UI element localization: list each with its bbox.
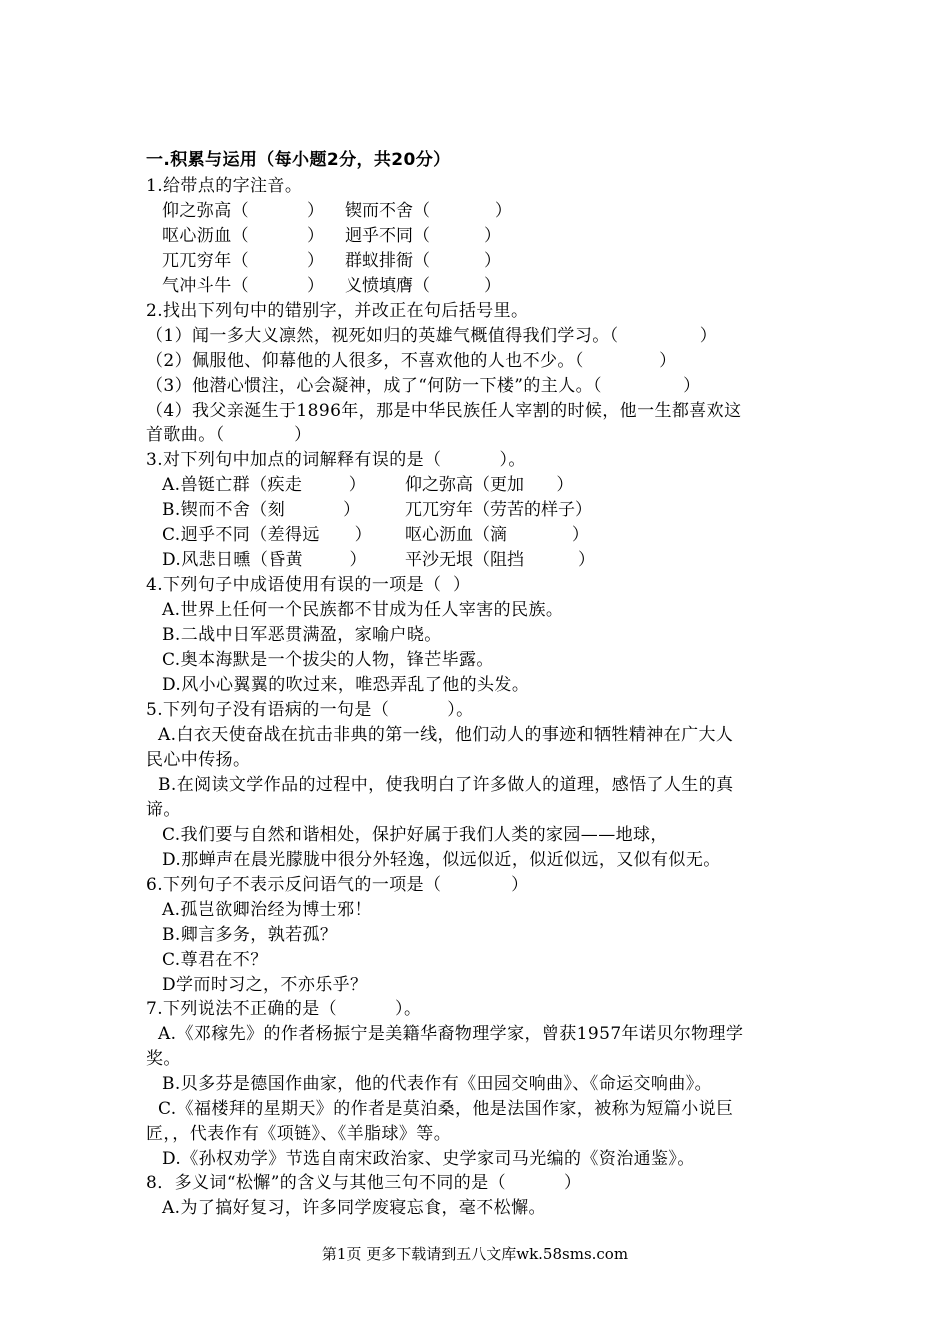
- q1-row-4-right: 义愤填膺（ ）: [345, 276, 502, 296]
- q7-line-5: 匠，，代表作有《项链》、《羊脂球》等。: [146, 1124, 452, 1144]
- q7-line-4: C.《福楼拜的星期天》的作者是莫泊桑，他是法国作家，被称为短篇小说巨: [158, 1099, 734, 1119]
- q7-line-2: 奖。: [146, 1049, 181, 1069]
- q2-item-3: （3）他潜心惯注，心会凝神，成了“何防一下楼”的主人。（ ）: [146, 376, 701, 396]
- q6-option-a: A.孤岂欲卿治经为博士邪！: [162, 900, 372, 920]
- q1-row-1-right: 锲而不舍（ ）: [345, 201, 512, 221]
- section-title: 一.积累与运用（每小题2分，共20分）: [146, 150, 451, 170]
- q7-line-3: B.贝多芬是德国作曲家，他的代表作有《田园交响曲》、《命运交响曲》。: [162, 1074, 712, 1094]
- q7-line-6: D.《孙权劝学》节选自南宋政治家、史学家司马光编的《资治通鉴》。: [162, 1149, 695, 1169]
- q1-row-2-left: 呕心沥血（ ）: [162, 226, 325, 246]
- question-1-stem: 1.给带点的字注音。: [146, 176, 303, 196]
- q4-option-b: B.二战中日军恶贯满盈，家喻户晓。: [162, 625, 442, 645]
- q5-line-1: A.白衣天使奋战在抗击非典的第一线，他们动人的事迹和牺牲精神在广大人: [158, 725, 734, 745]
- q3-row-a-right: 仰之弥高（更加 ）: [405, 475, 574, 495]
- question-2-stem: 2.找出下列句中的错别字，并改正在句后括号里。: [146, 301, 529, 321]
- q2-item-2: （2）佩服他、仰幕他的人很多，不喜欢他的人也不少。（ ）: [146, 351, 677, 371]
- q2-item-4-cont: 首歌曲。（ ）: [146, 425, 312, 445]
- q3-row-c-left: C.迥乎不同（差得远 ）: [162, 525, 373, 545]
- q3-row-b-left: B.锲而不舍（刻 ）: [162, 500, 361, 520]
- q4-option-a: A.世界上任何一个民族都不甘成为任人宰害的民族。: [162, 600, 564, 620]
- q2-item-1: （1）闻一多大义凛然，视死如归的英雄气概值得我们学习。（ ）: [146, 326, 718, 346]
- question-3-stem: 3.对下列句中加点的词解释有误的是（ ）。: [146, 450, 526, 470]
- q5-line-3: B.在阅读文学作品的过程中，使我明白了许多做人的道理，感悟了人生的真: [158, 775, 734, 795]
- q8-option-a: A.为了搞好复习，许多同学废寝忘食，毫不松懈。: [162, 1198, 546, 1218]
- q4-option-c: C.奥本海默是一个拔尖的人物，锋芒毕露。: [162, 650, 494, 670]
- q5-line-5: C.我们要与自然和谐相处，保护好属于我们人类的家园——地球，: [162, 825, 668, 845]
- q6-option-b: B.卿言多务，孰若孤？: [162, 925, 338, 945]
- question-7-stem: 7.下列说法不正确的是（ ）。: [146, 999, 422, 1019]
- q5-line-6: D.那蝉声在晨光朦胧中很分外轻逸，似远似近，似近似远，又似有似无。: [162, 850, 721, 870]
- q6-option-c: C.尊君在不？: [162, 950, 268, 970]
- q2-item-4: （4）我父亲涎生于1896年，那是中华民族任人宰割的时候，他一生都喜欢这: [146, 401, 742, 421]
- question-5-stem: 5.下列句子没有语病的一句是（ ）。: [146, 700, 474, 720]
- q7-line-1: A.《邓稼先》的作者杨振宁是美籍华裔物理学家，曾获1957年诺贝尔物理学: [158, 1024, 744, 1044]
- page-footer: 第1页 更多下载请到五八文库wk.58sms.com: [321, 1245, 629, 1263]
- q3-row-c-right: 呕心沥血（滴 ）: [405, 525, 589, 545]
- q1-row-1-left: 仰之弥高（ ）: [162, 201, 325, 221]
- q1-row-4-left: 气冲斗牛（ ）: [162, 276, 325, 296]
- q3-row-b-right: 兀兀穷年（劳苦的样子）: [405, 500, 592, 520]
- q1-row-3-right: 群蚁排衙（ ）: [345, 251, 502, 271]
- q5-line-2: 民心中传扬。: [146, 750, 251, 770]
- q6-option-d: D学而时习之，不亦乐乎？: [162, 975, 368, 995]
- q1-row-2-right: 迥乎不同（ ）: [345, 226, 502, 246]
- q5-line-4: 谛。: [146, 800, 181, 820]
- question-4-stem: 4.下列句子中成语使用有误的一项是（ ）: [146, 575, 471, 595]
- q4-option-d: D.风小心翼翼的吹过来，唯恐弄乱了他的头发。: [162, 675, 530, 695]
- question-8-stem: 8．多义词“松懈”的含义与其他三句不同的是（ ）: [146, 1173, 582, 1193]
- question-6-stem: 6.下列句子不表示反问语气的一项是（ ）: [146, 875, 529, 895]
- q3-row-a-left: A.兽铤亡群（疾走 ）: [162, 475, 367, 495]
- q3-row-d-right: 平沙无垠（阻挡 ）: [405, 550, 596, 570]
- q3-row-d-left: D.风悲日曛（昏黄 ）: [162, 550, 367, 570]
- q1-row-3-left: 兀兀穷年（ ）: [162, 251, 325, 271]
